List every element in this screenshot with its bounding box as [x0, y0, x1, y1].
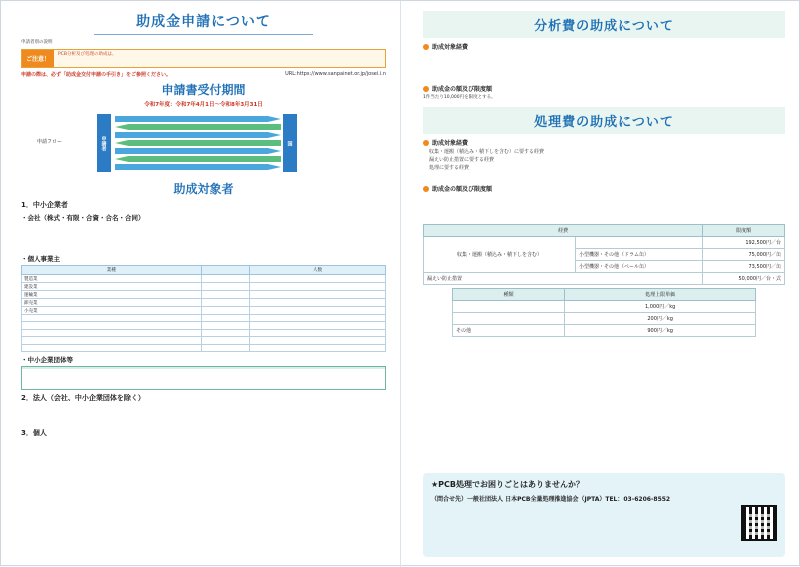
table-row: 収集・運搬（積込み・積下しを含む） 192,500円／台: [424, 237, 785, 249]
table-row: 製造業: [22, 275, 386, 283]
bullet-icon: [423, 186, 429, 192]
analysis-expense-text: [423, 53, 785, 80]
section-individual: 3．個人: [21, 429, 47, 438]
left-page: [1, 1, 401, 567]
table-header: 種類: [452, 289, 564, 301]
flow-step: [115, 116, 281, 122]
flow-government-box: 国: [283, 114, 297, 172]
application-title: 助成金申請について: [136, 14, 271, 30]
disposal-amount-head: 助成金の額及び限度額: [423, 184, 785, 193]
disposal-expense-head: 助成対象経費: [423, 138, 785, 147]
help-box: [423, 473, 785, 557]
application-flow: [21, 112, 386, 176]
group-box-body: [22, 369, 385, 390]
table-row: [22, 329, 386, 336]
period-title: 申請書受付期間: [161, 83, 246, 97]
help-title: ★PCB処理でお困りごとはありませんか？: [431, 480, 585, 489]
title-underline: [94, 34, 313, 35]
flow-step: [115, 156, 281, 162]
bullet-icon: [423, 140, 429, 146]
table-header: 業種: [22, 266, 202, 275]
disposal-expense-list: [423, 149, 785, 180]
analysis-title: 分析費の助成について: [423, 11, 785, 38]
list-item: 処理に要する経費: [429, 165, 470, 171]
table-header: 処理上限単価: [565, 289, 756, 301]
analysis-expense-head: 助成対象経費: [423, 42, 785, 51]
contact-info: （問合せ先）一般社団法人 日本PCB全量処理推進協会（JPTA）TEL：03-6206-8552: [431, 496, 671, 503]
table-row: 建設業: [22, 283, 386, 291]
company-conditions: [21, 224, 386, 251]
bullet-icon: [423, 44, 429, 50]
table-row: 小型機器・その他（ドラム缶） 75,000円／缶: [424, 249, 785, 261]
analysis-amount-text: 1件当たり10,000円を限度とする。: [423, 95, 496, 100]
list-item: 収集・運搬（積込み・積下しを含む）に要する経費: [429, 149, 545, 155]
flow-step: [115, 140, 281, 146]
transport-limit-table: [423, 224, 785, 285]
guide-url[interactable]: URL:https://www.sanpainet.or.jp/josei.i.n: [285, 71, 386, 77]
flow-step: [115, 124, 281, 130]
section-sme: 1．中小企業者: [21, 201, 68, 209]
flow-step: [115, 148, 281, 154]
flow-steps: [115, 116, 281, 172]
guide-reference: 申請の際は、必ず「助成金交付申請の手引き」をご参照ください。: [21, 72, 172, 78]
table-row: [22, 315, 386, 322]
table-row: [22, 322, 386, 329]
table-row: その他 900円／kg: [452, 325, 755, 337]
analysis-amount-head: 助成金の額及び限度額: [423, 84, 785, 93]
section-personal: ・個人事業主: [21, 255, 60, 263]
intro-text: 申請者別の説明: [21, 40, 53, 45]
table-row: 漏えい防止措置 50,000円／台・式: [424, 273, 785, 285]
qr-code-icon[interactable]: [741, 505, 777, 541]
section-company: ・会社（株式・有限・合資・合名・合同）: [21, 214, 145, 222]
flow-step: [115, 132, 281, 138]
table-row: 卸売業: [22, 299, 386, 307]
table-header: 限度額: [703, 225, 785, 237]
flow-step: [115, 164, 281, 170]
period-text: 令和7年度：令和7年4月1日～令和8年3月31日: [144, 102, 263, 108]
table-row: 200円／kg: [452, 313, 755, 325]
notice-tag: ご注意！: [22, 50, 54, 67]
table-row: 小売業: [22, 307, 386, 315]
section-group: ・中小企業団体等: [21, 355, 73, 364]
table-row: 1,000円／kg: [452, 301, 755, 313]
table-row: 運輸業: [22, 291, 386, 299]
target-title: 助成対象者: [173, 182, 234, 196]
notice-box: [21, 49, 386, 68]
list-item: 漏えい防止措置に要する経費: [429, 157, 495, 163]
disposal-title: 処理費の助成について: [423, 107, 785, 134]
disposal-amount-text: [423, 195, 785, 222]
section-corporation: 2．法人（会社、中小企業団体を除く）: [21, 394, 145, 403]
guide-line: [21, 71, 386, 78]
flow-label: 申請フロー: [37, 139, 63, 145]
flow-applicant-box: 申請者: [97, 114, 111, 172]
group-box: [21, 366, 386, 391]
table-row: [22, 337, 386, 344]
notice-text: PCB分析及び処理の助成は、: [58, 52, 117, 57]
industry-table: [21, 265, 386, 352]
table-row: [22, 344, 386, 351]
table-row: 小型機器・その他（ペール缶） 73,500円／缶: [424, 261, 785, 273]
table-header: 人数: [250, 266, 386, 275]
table-header: [201, 266, 250, 275]
bullet-icon: [423, 86, 429, 92]
table-header: 経費: [424, 225, 703, 237]
individual-conditions: [21, 440, 386, 460]
corporation-conditions: [21, 405, 386, 425]
unit-price-table: [452, 288, 756, 337]
